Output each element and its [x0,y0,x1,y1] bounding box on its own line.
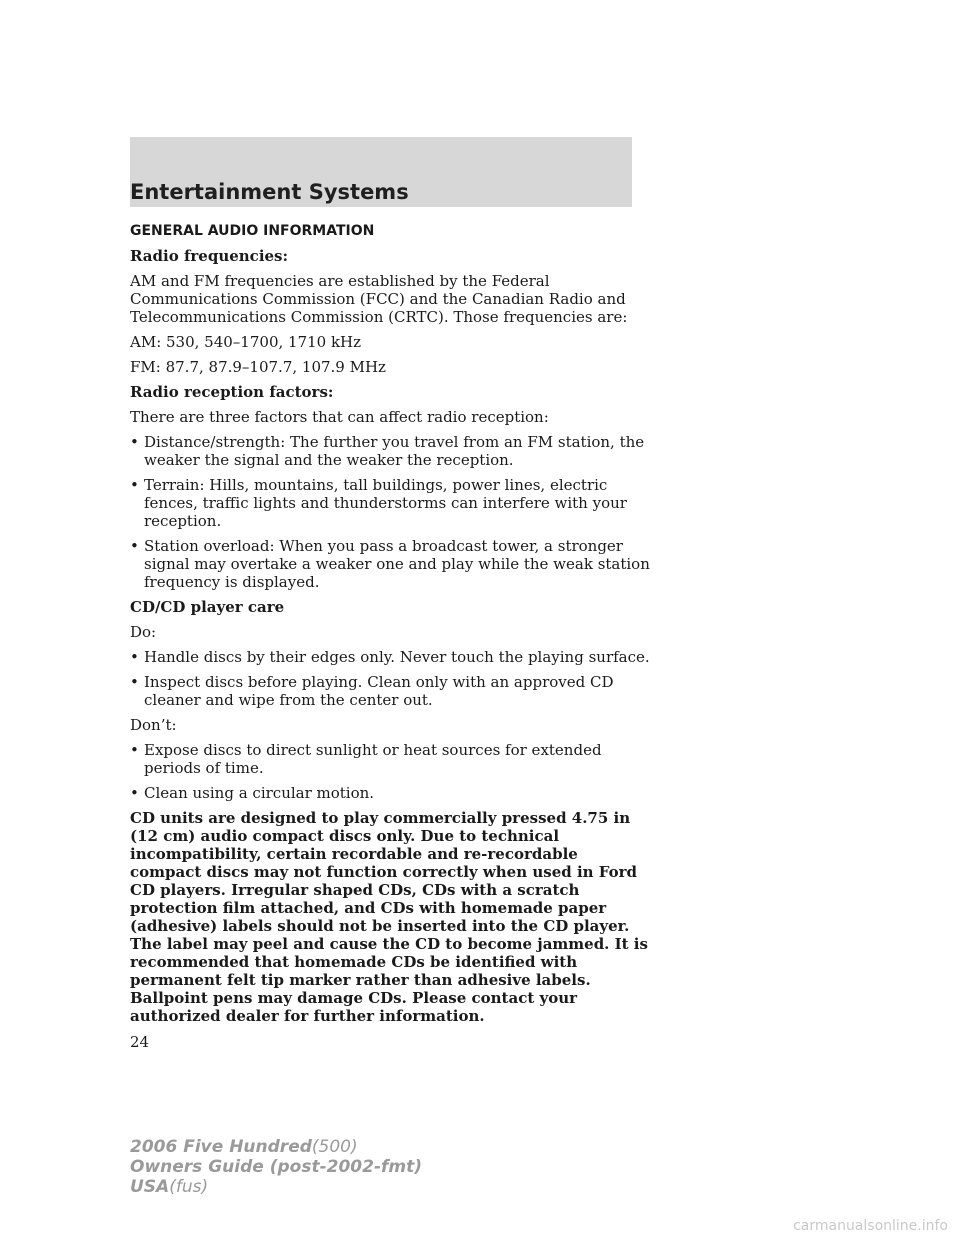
footer-model: 2006 Five Hundred [130,1137,312,1157]
bullet-icon: • [130,537,139,555]
bullet-icon: • [130,476,139,494]
radio-frequencies-heading: Radio frequencies: [130,247,289,265]
footer-guide: Owners Guide (post-2002-fmt) [130,1157,423,1177]
bullet-icon: • [130,648,139,666]
bullet-icon: • [130,741,139,759]
list-item: • Handle discs by their edges only. Never touch the playing surface. [130,648,650,666]
page-content [130,222,650,1051]
footer-market: USA [130,1177,170,1197]
dont-label: Don’t: [130,716,177,734]
watermark: carmanualsonline.info [793,1218,948,1234]
am-frequencies: AM: 530, 540–1700, 1710 kHz [130,333,362,351]
footer-market-code: (fus) [169,1177,209,1197]
fm-frequencies: FM: 87.7, 87.9–107.7, 107.9 MHz [130,358,386,376]
section-title: GENERAL AUDIO INFORMATION [130,223,375,239]
list-item: • Terrain: Hills, mountains, tall buildings, power lines, electric fences, traffic lights and thunderstorms can interfere with your reception. [130,476,627,530]
list-item: • Station overload: When you pass a broadcast tower, a stronger signal may overtake a weaker one and play while the weak station frequency is displayed. [130,537,650,591]
bullet-icon: • [130,784,139,802]
list-item: • Clean using a circular motion. [130,784,375,802]
cd-care-heading: CD/CD player care [130,598,285,616]
cd-warning: CD units are designed to play commercially pressed 4.75 in (12 cm) audio compact discs only. Due to technical incompatibility, certain recordable and re-recordable compact discs may not function correctly when used in Ford CD players. Irregular shaped CDs, CDs with a scratch protection film attached, and CDs with homemade paper (adhesive) labels should not be inserted into the CD player. The label may peel and cause the CD to become jammed. It is recommended that homemade CDs be identified with permanent felt tip marker rather than adhesive labels. Ballpoint pens may damage CDs. Please contact your authorized dealer for further information. [130,809,648,1025]
footer-model-code: (500) [311,1137,358,1157]
list-item: • Inspect discs before playing. Clean only with an approved CD cleaner and wipe from the center out. [130,673,614,709]
page-number: 24 [130,1033,150,1051]
list-item: • Distance/strength: The further you travel from an FM station, the weaker the signal and the weaker the reception. [130,433,645,469]
reception-heading: Radio reception factors: [130,383,334,401]
bullet-icon: • [130,673,139,691]
do-label: Do: [130,623,157,641]
reception-intro: There are three factors that can affect radio reception: [130,408,549,426]
page-title: Entertainment Systems [130,180,409,204]
footer [130,1137,422,1197]
bullet-icon: • [130,433,139,451]
radio-frequencies-intro: AM and FM frequencies are established by the Federal Communications Commission (FCC) and the Canadian Radio and Telecommunications Commission (CRTC). Those frequencies are: [130,272,628,326]
list-item: • Expose discs to direct sunlight or heat sources for extended periods of time. [130,741,602,777]
